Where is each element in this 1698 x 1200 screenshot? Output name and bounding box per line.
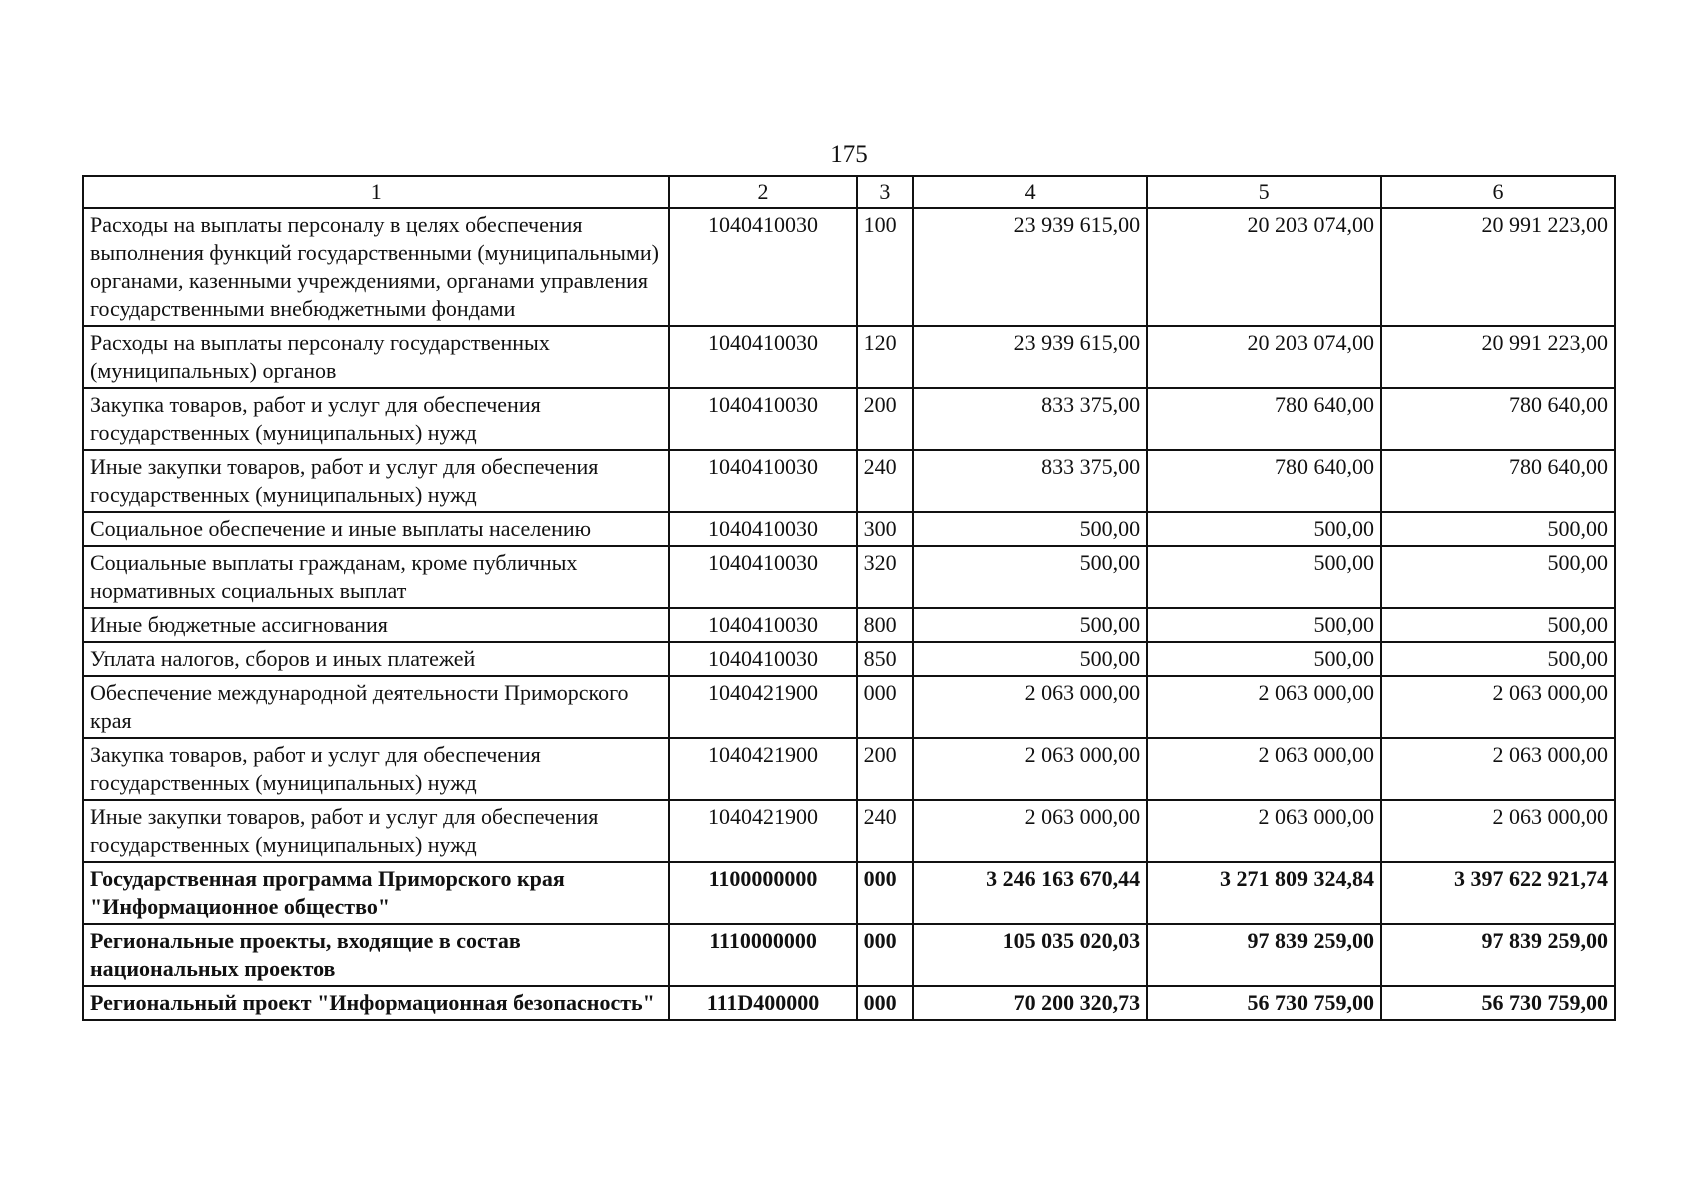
row-name-cell: Социальное обеспечение и иные выплаты населению — [83, 512, 669, 546]
row-kind-cell: 000 — [857, 924, 914, 986]
row-amount-col5: 2 063 000,00 — [1147, 800, 1381, 862]
row-amount-col6: 500,00 — [1381, 546, 1615, 608]
table-row — [83, 512, 1615, 546]
row-code-cell: 1040421900 — [669, 738, 856, 800]
row-amount-col4: 3 246 163 670,44 — [913, 862, 1147, 924]
row-kind-cell: 120 — [857, 326, 914, 388]
row-name-cell: Расходы на выплаты персоналу в целях обеспечения выполнения функций государственными (муниципальными) органами, казенными учреждениями, органами управления государственными внебюджетными фондами — [83, 208, 669, 326]
table-row — [83, 450, 1615, 512]
row-name-cell: Государственная программа Приморского края "Информационное общество" — [83, 862, 669, 924]
row-kind-cell: 200 — [857, 738, 914, 800]
row-kind-cell: 200 — [857, 388, 914, 450]
row-amount-col5: 20 203 074,00 — [1147, 208, 1381, 326]
row-code-cell: 1040410030 — [669, 642, 856, 676]
table-row — [83, 676, 1615, 738]
table-row — [83, 862, 1615, 924]
row-code-cell: 1100000000 — [669, 862, 856, 924]
row-amount-col6: 500,00 — [1381, 608, 1615, 642]
table-row — [83, 388, 1615, 450]
row-amount-col5: 2 063 000,00 — [1147, 738, 1381, 800]
row-amount-col4: 500,00 — [913, 608, 1147, 642]
row-name-cell: Закупка товаров, работ и услуг для обеспечения государственных (муниципальных) нужд — [83, 388, 669, 450]
row-amount-col6: 20 991 223,00 — [1381, 326, 1615, 388]
row-amount-col6: 97 839 259,00 — [1381, 924, 1615, 986]
row-name-cell: Расходы на выплаты персоналу государственных (муниципальных) органов — [83, 326, 669, 388]
row-amount-col6: 500,00 — [1381, 512, 1615, 546]
row-kind-cell: 240 — [857, 800, 914, 862]
row-amount-col4: 500,00 — [913, 512, 1147, 546]
row-amount-col4: 500,00 — [913, 642, 1147, 676]
row-amount-col4: 833 375,00 — [913, 450, 1147, 512]
row-name-cell: Иные закупки товаров, работ и услуг для обеспечения государственных (муниципальных) нужд — [83, 800, 669, 862]
row-code-cell: 1040410030 — [669, 450, 856, 512]
row-kind-cell: 850 — [857, 642, 914, 676]
table-body — [83, 208, 1615, 1020]
row-kind-cell: 000 — [857, 676, 914, 738]
row-amount-col6: 3 397 622 921,74 — [1381, 862, 1615, 924]
header-col-5: 5 — [1147, 176, 1381, 208]
row-name-cell: Региональный проект "Информационная безопасность" — [83, 986, 669, 1020]
row-name-cell: Региональные проекты, входящие в состав национальных проектов — [83, 924, 669, 986]
header-col-4: 4 — [913, 176, 1147, 208]
row-name-cell: Иные бюджетные ассигнования — [83, 608, 669, 642]
table-row — [83, 546, 1615, 608]
header-row — [83, 176, 1615, 208]
row-amount-col6: 780 640,00 — [1381, 450, 1615, 512]
table-row — [83, 642, 1615, 676]
row-amount-col4: 105 035 020,03 — [913, 924, 1147, 986]
row-amount-col4: 2 063 000,00 — [913, 800, 1147, 862]
table-row — [83, 924, 1615, 986]
budget-table — [82, 175, 1616, 1021]
row-amount-col4: 23 939 615,00 — [913, 208, 1147, 326]
row-code-cell: 1040410030 — [669, 326, 856, 388]
row-code-cell: 1040410030 — [669, 546, 856, 608]
row-amount-col5: 56 730 759,00 — [1147, 986, 1381, 1020]
row-kind-cell: 240 — [857, 450, 914, 512]
table-row — [83, 326, 1615, 388]
table-row — [83, 208, 1615, 326]
row-amount-col4: 500,00 — [913, 546, 1147, 608]
page-number: 175 — [830, 141, 868, 168]
row-name-cell: Обеспечение международной деятельности Приморского края — [83, 676, 669, 738]
row-amount-col5: 780 640,00 — [1147, 450, 1381, 512]
row-amount-col5: 500,00 — [1147, 512, 1381, 546]
row-code-cell: 111D400000 — [669, 986, 856, 1020]
row-kind-cell: 300 — [857, 512, 914, 546]
row-amount-col5: 3 271 809 324,84 — [1147, 862, 1381, 924]
row-name-cell: Уплата налогов, сборов и иных платежей — [83, 642, 669, 676]
row-amount-col6: 2 063 000,00 — [1381, 676, 1615, 738]
row-code-cell: 1040410030 — [669, 208, 856, 326]
row-name-cell: Закупка товаров, работ и услуг для обеспечения государственных (муниципальных) нужд — [83, 738, 669, 800]
row-code-cell: 1040410030 — [669, 512, 856, 546]
row-amount-col5: 780 640,00 — [1147, 388, 1381, 450]
row-code-cell: 1040410030 — [669, 388, 856, 450]
row-name-cell: Социальные выплаты гражданам, кроме публичных нормативных социальных выплат — [83, 546, 669, 608]
row-amount-col6: 500,00 — [1381, 642, 1615, 676]
table-row — [83, 738, 1615, 800]
row-amount-col5: 500,00 — [1147, 546, 1381, 608]
header-col-2: 2 — [669, 176, 856, 208]
header-col-1: 1 — [83, 176, 669, 208]
table-row — [83, 986, 1615, 1020]
row-code-cell: 1040421900 — [669, 800, 856, 862]
row-kind-cell: 000 — [857, 986, 914, 1020]
row-amount-col4: 70 200 320,73 — [913, 986, 1147, 1020]
row-amount-col6: 2 063 000,00 — [1381, 738, 1615, 800]
row-amount-col6: 780 640,00 — [1381, 388, 1615, 450]
row-amount-col4: 2 063 000,00 — [913, 738, 1147, 800]
row-amount-col6: 20 991 223,00 — [1381, 208, 1615, 326]
row-amount-col6: 2 063 000,00 — [1381, 800, 1615, 862]
row-amount-col4: 833 375,00 — [913, 388, 1147, 450]
row-kind-cell: 320 — [857, 546, 914, 608]
row-code-cell: 1110000000 — [669, 924, 856, 986]
row-kind-cell: 100 — [857, 208, 914, 326]
row-name-cell: Иные закупки товаров, работ и услуг для обеспечения государственных (муниципальных) нужд — [83, 450, 669, 512]
row-amount-col4: 23 939 615,00 — [913, 326, 1147, 388]
row-amount-col6: 56 730 759,00 — [1381, 986, 1615, 1020]
row-amount-col5: 20 203 074,00 — [1147, 326, 1381, 388]
header-col-6: 6 — [1381, 176, 1615, 208]
row-amount-col5: 500,00 — [1147, 608, 1381, 642]
row-amount-col4: 2 063 000,00 — [913, 676, 1147, 738]
header-col-3: 3 — [857, 176, 914, 208]
row-amount-col5: 500,00 — [1147, 642, 1381, 676]
table-row — [83, 608, 1615, 642]
row-code-cell: 1040410030 — [669, 608, 856, 642]
row-kind-cell: 000 — [857, 862, 914, 924]
row-amount-col5: 2 063 000,00 — [1147, 676, 1381, 738]
row-kind-cell: 800 — [857, 608, 914, 642]
table-row — [83, 800, 1615, 862]
row-code-cell: 1040421900 — [669, 676, 856, 738]
row-amount-col5: 97 839 259,00 — [1147, 924, 1381, 986]
